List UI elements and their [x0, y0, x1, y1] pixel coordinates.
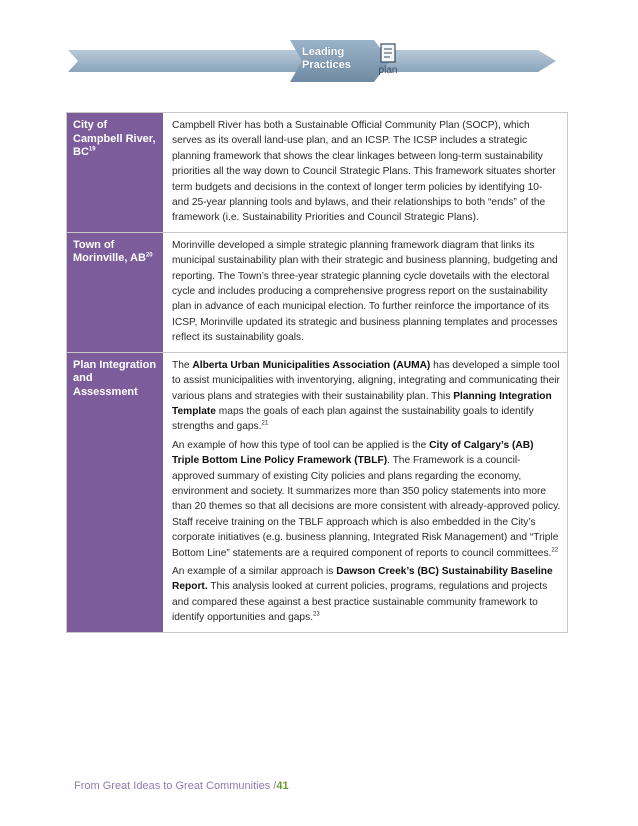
plan-document-icon: [368, 42, 408, 82]
row-content: [164, 233, 567, 352]
footnote-ref: 22: [551, 547, 559, 554]
row-content: [164, 113, 567, 232]
page-number: 41: [276, 780, 289, 792]
footnote-ref: 23: [313, 611, 320, 618]
paragraph: [172, 438, 561, 561]
planning-integration-template-link: Planning Integration Template: [172, 390, 552, 417]
paragraph: [172, 358, 561, 435]
text-run: The: [172, 359, 193, 371]
dawson-creek-report-link: Dawson Creek’s (BC) Sustainability Baseline Report.: [172, 565, 553, 593]
ribbon-title-leading: Leading: [302, 46, 345, 58]
paragraph: [172, 564, 561, 626]
leading-practices-ribbon: [68, 38, 560, 84]
text-run: has developed a simple tool to assist municipalities with inventorying, aligning, integrating and communicating their various plans and strategies with their sustainability plan. This: [172, 359, 560, 402]
table-row: [67, 233, 567, 353]
footnote-ref: 19: [88, 146, 96, 153]
row-label: [67, 233, 164, 352]
row-label: [67, 113, 164, 232]
practices-table: [66, 112, 568, 633]
paragraph: Morinville developed a simple strategic planning framework diagram that links its municipal sustainability plan with their strategic and business planning, budgeting and reporting. The Town’s three-year strategic planning cycle dovetails with the electoral cycle and includes producing a comprehensive progress report on the sustainability plan in advance of each municipal election. To further reinforce the importance of its ICSP, Morinville updated its strategic and business planning templates and processes reflect its sustainability goals.: [172, 239, 558, 344]
paragraph: Campbell River has both a Sustainable Official Community Plan (SOCP), which serves as its overall land-use plan, and an ICSP. The ICSP includes a strategic planning framework that shows the clear linkages between long-term sustainability priorities all the way down to Council Strategic Plans. This framework situates shorter term budgets and decisions in the context of longer term policies by identifying 10- and 25-year planning tools and bylaws, and their relationships to both “ends” of the framework (i.e. Sustainability Priorities and Council Strategic Plans).: [172, 120, 556, 224]
text-run: This analysis looked at current policies, programs, regulations and projects and compared these against a best practice sustainable community framework to identify opportunities and gaps.: [172, 581, 548, 624]
text-run: An example of a similar approach is: [172, 565, 337, 577]
footnote-ref: 20: [145, 252, 153, 259]
text-run: An example of how this type of tool can be applied is the: [172, 439, 430, 451]
text-run: maps the goals of each plan against the sustainability goals to identify strengths and gaps.: [172, 405, 534, 433]
row-label: [67, 353, 164, 632]
table-row: [67, 113, 567, 233]
row-label-text: City of Campbell River, BC: [73, 119, 156, 158]
auma-link: Alberta Urban Municipalities Association (AUMA): [192, 359, 431, 371]
footer-title: From Great Ideas to Great Communities /: [74, 780, 277, 792]
page-footer: [74, 780, 289, 792]
row-content: [164, 353, 567, 632]
row-label-text: Town of Morinville, AB: [73, 238, 146, 265]
plan-icon-label: plan: [378, 65, 398, 76]
table-row: [67, 353, 567, 632]
calgary-tblf-link: City of Calgary’s (AB) Triple Bottom Line Policy Framework (TBLF): [172, 439, 534, 467]
ribbon-title-practices: Practices: [302, 59, 351, 71]
row-label-text: Plan Integration and Assessment: [73, 358, 157, 398]
text-run: . The Framework is a council-approved summary of existing City policies and plans regarding the economy, environment and society. It summarizes more than 350 policy statements into more than 20 themes so that all decisions are more consistent with already-approved policy. Staff receive training on the TBLF approach which is also embedded in the City’s corporate initiatives (e.g. business planning, Integrated Risk Management) and “Triple Bottom Line” statements are a required component of reports to council committees.: [172, 455, 561, 559]
footnote-ref: 21: [261, 420, 269, 427]
